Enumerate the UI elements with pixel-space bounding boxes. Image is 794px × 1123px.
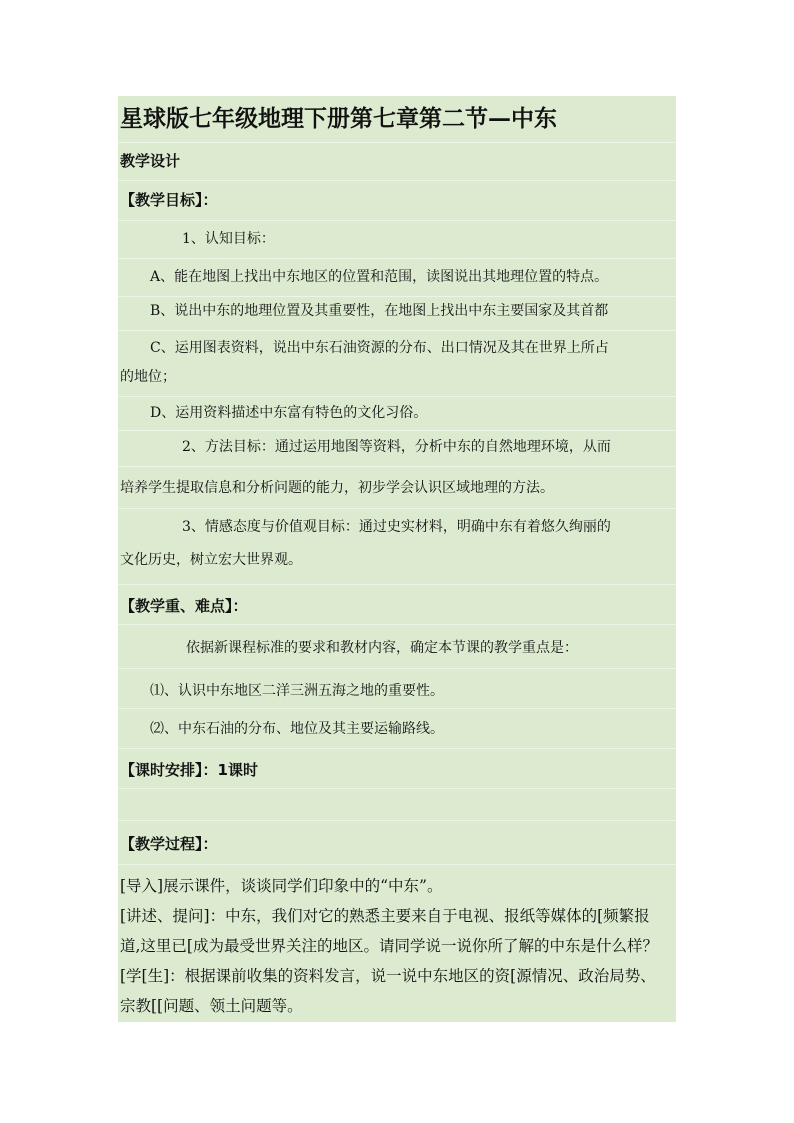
divider [118,788,676,789]
document-page [118,96,676,1022]
objective-c-line2: 的地位； [120,369,176,385]
objective-b: B、说出中东的地理位置及其重要性，在地图上找出中东主要国家及其首都 [150,303,609,319]
cognitive-objective-label: 1、认知目标： [182,231,275,247]
divider [118,142,676,143]
divider [118,584,676,585]
divider [118,624,676,625]
key-points-heading: 【教学重、难点】： [120,597,248,615]
process-line: [讲述、提问]：中东，我们对它的熟悉主要来自于电视、报纸等媒体的[频繁报 [120,907,650,925]
key-points-intro: 依据新课程标准的要求和教材内容，确定本节课的教学重点是： [186,640,578,656]
process-line: [学[生]：根据课前收集的资料发言，说一说中东地区的资[源情况、政治局势、 [120,967,656,985]
divider [118,864,676,865]
emotion-objective-line1: 3、情感态度与价值观目标：通过史实材料，明确中东有着悠久绚丽的 [182,519,611,535]
key-point-item: ⑵、中东石油的分布、地位及其主要运输路线。 [150,721,444,737]
divider [118,258,676,259]
divider [118,330,676,331]
divider [118,708,676,709]
objective-d: D、运用资料描述中东富有特色的文化习俗。 [150,405,428,421]
divider [118,180,676,181]
schedule-text: 【课时安排】：1课时 [120,761,258,779]
divider [118,820,676,821]
process-line: 宗教[[问题、领土问题等。 [120,997,303,1015]
key-point-item: ⑴、认识中东地区二洋三洲五海之地的重要性。 [150,683,444,699]
process-line: 道,这里已[成为最受世界关注的地区。请同学说一说你所了解的中东是什么样？ [120,937,658,955]
emotion-objective-line2: 文化历史，树立宏大世界观。 [120,552,302,568]
divider [118,508,676,509]
divider [118,466,676,467]
method-objective-line1: 2、方法目标：通过运用地图等资料，分析中东的自然地理环境，从而 [182,439,611,455]
divider [118,430,676,431]
divider [118,748,676,749]
objective-c-line1: C、运用图表资料，说出中东石油资源的分布、出口情况及其在世界上所占 [150,340,609,356]
method-objective-line2: 培养学生提取信息和分析问题的能力，初步学会认识区域地理的方法。 [120,480,554,496]
objectives-heading: 【教学目标】： [120,191,218,209]
subtitle: 教学设计 [120,152,181,170]
objective-a: A、能在地图上找出中东地区的位置和范围，读图说出其地理位置的特点。 [150,269,609,285]
process-heading: 【教学过程】： [120,835,218,853]
document-title: 星球版七年级地理下册第七章第二节—中东 [120,105,557,132]
divider [118,396,676,397]
process-line: [导入]展示课件，谈谈同学们印象中的“中东”。 [120,877,443,895]
divider [118,668,676,669]
divider [118,296,676,297]
divider [118,220,676,221]
